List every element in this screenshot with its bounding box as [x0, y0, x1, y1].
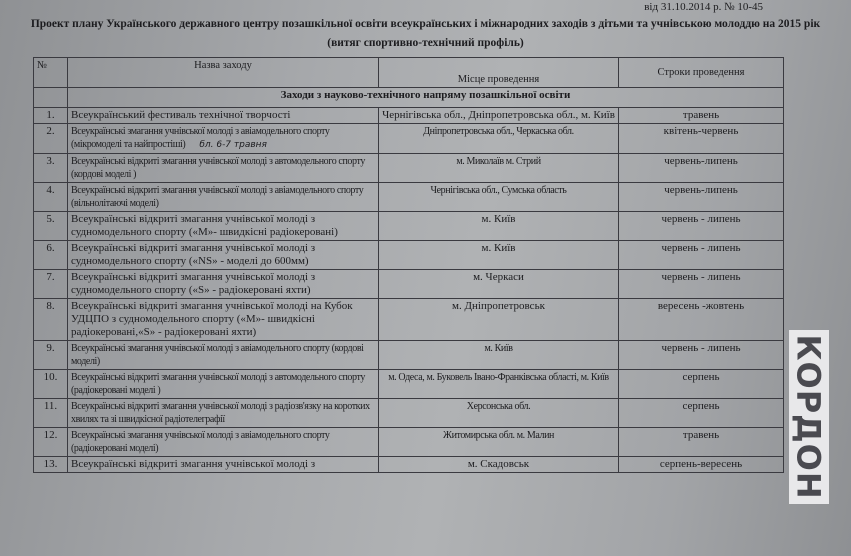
- row-number: [34, 154, 68, 183]
- event-term: [619, 212, 784, 241]
- event-term: [619, 124, 784, 154]
- row-number-text: 9.: [46, 342, 55, 354]
- row-number-text: 8.: [46, 300, 55, 312]
- event-name-text: Всеукраїнські відкриті змагання учнівської молоді з авіамодельного спорту (вільнолітаючі моделі): [71, 185, 364, 209]
- column-header-term: Строки проведення: [619, 58, 784, 88]
- column-header-place: Місце проведення: [379, 58, 619, 88]
- event-term: [619, 341, 784, 370]
- event-place-text: м. Одеса, м. Буковель Івано-Франківська області, м. Київ: [388, 372, 609, 383]
- event-place: [379, 270, 619, 299]
- table-row: [34, 212, 784, 241]
- event-place: [379, 399, 619, 428]
- row-number: [34, 108, 68, 124]
- event-place: [379, 428, 619, 457]
- event-place-text: Чернігівська обл., Сумська область: [430, 185, 567, 196]
- event-place-text: Житомирська обл. м. Малин: [443, 430, 554, 441]
- table-header: [34, 58, 784, 88]
- event-place-text: Херсонська обл.: [466, 401, 531, 412]
- column-header-name: Назва заходу: [68, 58, 379, 88]
- event-term-text: квітень-червень: [663, 125, 739, 137]
- table-row: [34, 299, 784, 341]
- event-place: [379, 183, 619, 212]
- document-reference: від 31.10.2014 р. № 10-45: [644, 1, 763, 13]
- event-place: [379, 299, 619, 341]
- row-number: [34, 370, 68, 399]
- event-place: [379, 241, 619, 270]
- handwritten-note: бл. 6-7 травня: [199, 140, 267, 150]
- section-row: [34, 88, 784, 108]
- event-term-text: серпень: [682, 371, 720, 383]
- event-term-text: червень - липень: [661, 213, 741, 225]
- event-name: [68, 270, 379, 299]
- table-row: [34, 124, 784, 154]
- event-term-text: червень-липень: [664, 184, 738, 196]
- row-number: [34, 299, 68, 341]
- event-name: [68, 154, 379, 183]
- event-term-text: травень: [682, 429, 720, 441]
- event-name: [68, 241, 379, 270]
- event-name-text: Всеукраїнські відкриті змагання учнівської молоді на Кубок УДЦПО з судномодельного спорту («М»- швидкісні радіокеровані,«S» - радіокеровані яхти): [71, 300, 353, 338]
- event-place-text: Чернігівська обл., Дніпропетровська обл., м. Київ: [382, 109, 615, 121]
- event-name-text: Всеукраїнські змагання учнівської молоді з авіамодельного спорту (радіокеровані моделі): [71, 430, 330, 454]
- event-name-text: Всеукраїнський фестиваль технічної творчості: [71, 109, 291, 121]
- event-term-text: червень - липень: [661, 271, 741, 283]
- event-term: [619, 183, 784, 212]
- event-term-text: вересень -жовтень: [657, 300, 745, 312]
- watermark-logo: [789, 330, 829, 504]
- row-number: [34, 341, 68, 370]
- event-name-text: Всеукраїнські відкриті змагання учнівської молоді з радіозв'язку на коротких хвилях та зі швидкісної радіотелеграфії: [71, 401, 370, 425]
- watermark-text: КОРДОН: [790, 334, 829, 500]
- table-row: [34, 183, 784, 212]
- event-place: [379, 457, 619, 473]
- row-number-text: 6.: [46, 242, 55, 254]
- event-place-text: м. Київ: [481, 242, 516, 254]
- row-number: [34, 428, 68, 457]
- event-place: [379, 154, 619, 183]
- event-name: [68, 124, 379, 154]
- event-name: [68, 108, 379, 124]
- row-number: [34, 212, 68, 241]
- event-place-text: м. Київ: [481, 213, 516, 225]
- event-place-text: м. Київ: [484, 343, 513, 354]
- event-term: [619, 154, 784, 183]
- event-name: [68, 457, 379, 473]
- event-name: [68, 212, 379, 241]
- section-title: Заходи з науково-технічного напряму позашкільної освіти: [68, 88, 784, 108]
- row-number: [34, 241, 68, 270]
- row-number-text: 12.: [43, 429, 58, 441]
- event-term-text: червень-липень: [664, 155, 738, 167]
- table-row: [34, 108, 784, 124]
- table-row: [34, 270, 784, 299]
- row-number-text: 2.: [46, 125, 55, 137]
- event-name: [68, 183, 379, 212]
- event-term-text: серпень-вересень: [659, 458, 743, 470]
- event-name-text: Всеукраїнські змагання учнівської молоді з авіамодельного спорту (мікромоделі та найпростіші): [71, 126, 330, 150]
- event-name-text: Всеукраїнські відкриті змагання учнівської молоді з автомодельного спорту (кордові моделі ): [71, 156, 365, 180]
- table-row: [34, 399, 784, 428]
- event-term: [619, 299, 784, 341]
- row-number-text: 5.: [46, 213, 55, 225]
- event-name-text: Всеукраїнські відкриті змагання учнівської молоді з автомодельного спорту (радіокеровані моделі ): [71, 372, 365, 396]
- event-name-text: Всеукраїнські відкриті змагання учнівської молоді з судномодельного спорту («S» - радіокеровані яхти): [71, 271, 316, 296]
- events-table: [33, 57, 784, 473]
- event-place: [379, 124, 619, 154]
- row-number: [34, 183, 68, 212]
- event-place-text: м. Миколаїв м. Стрий: [456, 156, 541, 167]
- document-title: Проект плану Українського державного центру позашкільної освіти всеукраїнських і міжнародних заходів з дітьми та учнівською молоддю на 2015 рік (витяг спортивно-технічний профіль): [30, 18, 821, 49]
- column-header-number: №: [34, 58, 68, 88]
- event-place-text: м. Скадовськ: [467, 458, 530, 470]
- row-number-text: 7.: [46, 271, 55, 283]
- row-number-text: 3.: [46, 155, 55, 167]
- row-number-text: 1.: [46, 109, 55, 121]
- event-name: [68, 299, 379, 341]
- table-row: [34, 154, 784, 183]
- event-place: [379, 108, 619, 124]
- row-number: [34, 124, 68, 154]
- table-row: [34, 428, 784, 457]
- event-name-text: Всеукраїнські відкриті змагання учнівської молоді з судномодельного спорту («М»- швидкісні радіокеровані): [71, 213, 338, 238]
- event-term: [619, 399, 784, 428]
- event-term: [619, 108, 784, 124]
- event-place-text: Дніпропетровська обл., Черкаська обл.: [423, 126, 574, 137]
- event-place-text: м. Дніпропетровськ: [452, 300, 545, 312]
- table-row: [34, 457, 784, 473]
- event-term-text: травень: [682, 109, 720, 121]
- row-number-text: 4.: [46, 184, 55, 196]
- row-number: [34, 399, 68, 428]
- row-number-text: 10.: [43, 371, 58, 383]
- event-name: [68, 341, 379, 370]
- event-term: [619, 457, 784, 473]
- event-term-text: червень - липень: [661, 342, 741, 354]
- table-row: [34, 341, 784, 370]
- event-term: [619, 370, 784, 399]
- event-name-text: Всеукраїнські відкриті змагання учнівської молоді з: [71, 458, 316, 470]
- event-name: [68, 399, 379, 428]
- table-row: [34, 241, 784, 270]
- event-term: [619, 241, 784, 270]
- event-place-text: м. Черкаси: [473, 271, 524, 283]
- row-number: [34, 270, 68, 299]
- event-term-text: червень - липень: [661, 242, 741, 254]
- row-number-text: 13.: [43, 458, 58, 470]
- event-name: [68, 370, 379, 399]
- event-name: [68, 428, 379, 457]
- event-term: [619, 270, 784, 299]
- row-number-text: 11.: [43, 400, 58, 412]
- event-term-text: серпень: [682, 400, 720, 412]
- event-name-text: Всеукраїнські відкриті змагання учнівської молоді з судномодельного спорту («NS» - моделі до 600мм): [71, 242, 316, 267]
- event-place: [379, 212, 619, 241]
- row-number: [34, 457, 68, 473]
- event-place: [379, 370, 619, 399]
- event-term: [619, 428, 784, 457]
- table-row: [34, 370, 784, 399]
- event-name-text: Всеукраїнські змагання учнівської молоді з авіамодельного спорту (кордові моделі): [71, 343, 364, 367]
- event-place: [379, 341, 619, 370]
